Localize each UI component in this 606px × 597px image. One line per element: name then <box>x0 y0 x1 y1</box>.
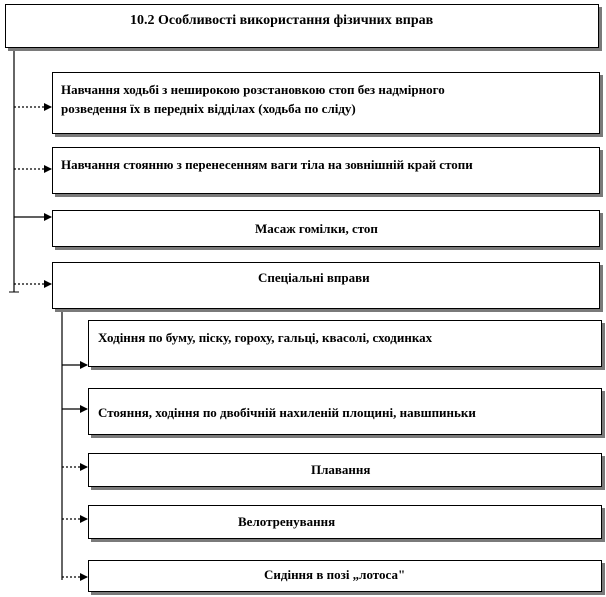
sub-item-walking-surfaces <box>88 320 602 367</box>
sub-item-lotus-pose <box>88 560 602 592</box>
item-walking-training <box>52 72 600 134</box>
item-standing-label: Навчання стоянню з перенесенням ваги тіла на зовнішній край стопи <box>61 157 473 172</box>
sub-item-swimming-label: Плавання <box>311 462 371 477</box>
sub-item-swimming <box>88 453 602 487</box>
item-massage <box>52 210 600 247</box>
item-special-label: Спеціальні вправи <box>258 270 370 285</box>
sub-item-inclined-plane <box>88 388 602 435</box>
title-text: 10.2 Особливості використання фізичних вправ <box>130 13 434 28</box>
sub-item-cycling <box>88 505 602 539</box>
sub-item-cycling-label: Велотренування <box>238 514 336 529</box>
item-massage-label: Масаж гомілки, стоп <box>255 221 378 236</box>
sub-item-lotus-pose-label: Сидіння в позі „лотоса" <box>264 567 406 582</box>
sub-item-inclined-plane-label: Стояння, ходіння по двобічній нахиленій площині, навшпиньки <box>98 405 476 420</box>
sub-item-walking-surfaces-label: Ходіння по буму, піску, гороху, гальці, квасолі, сходинках <box>98 330 433 345</box>
title-box <box>5 4 599 48</box>
item-walking-line-1: Навчання ходьбі з неширокою розстановкою стоп без надмірного <box>61 82 445 97</box>
item-special-exercises <box>52 262 600 309</box>
item-walking-line-2: розведення їх в передніх відділах (ходьба по сліду) <box>61 101 356 116</box>
item-standing-training <box>52 147 600 194</box>
